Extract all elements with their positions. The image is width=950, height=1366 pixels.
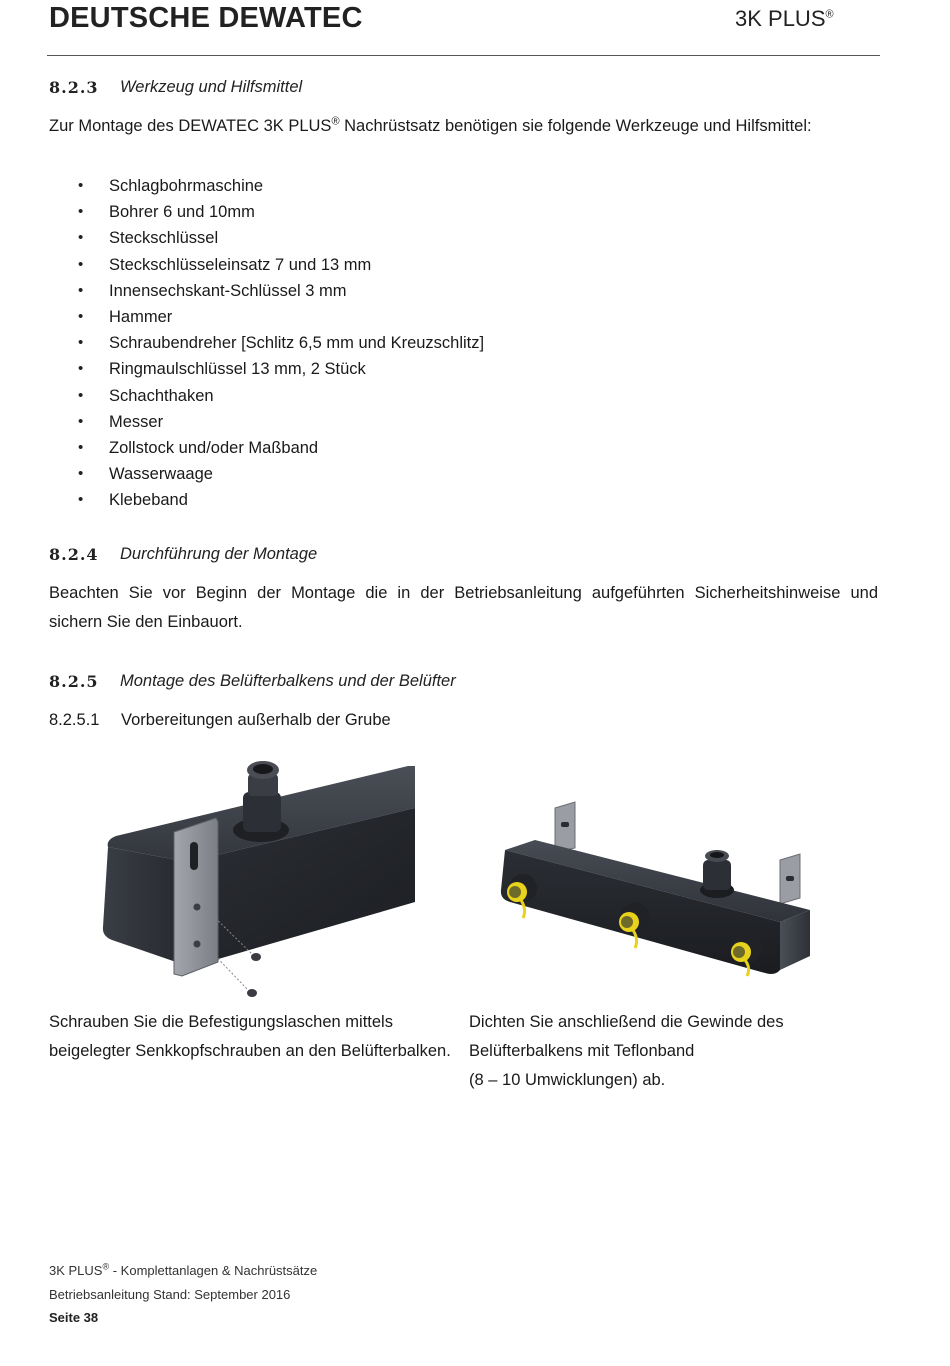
beam-teflon-figure [495, 800, 815, 985]
subsection-title-8251: Vorbereitungen außerhalb der Grube [121, 711, 391, 729]
list-item: • Steckschlüssel [78, 225, 484, 251]
registered-mark: ® [825, 8, 834, 21]
caption-left-line2: beigelegter Senkkopfschrauben an den Belüfterbalken. [49, 1042, 451, 1060]
caption-right-line1: Dichten Sie anschließend die Gewinde des [469, 1013, 784, 1031]
footer-subtitle: - Komplettanlagen & Nachrüstsätze [109, 1263, 318, 1278]
footer-line2: Betriebsanleitung Stand: September 2016 [49, 1287, 291, 1302]
intro-text-start: Zur Montage des DEWATEC 3K PLUS [49, 117, 332, 135]
section-number-823: 8.2.3 [49, 78, 99, 97]
brand-title: DEUTSCHE DEWATEC [49, 2, 363, 34]
list-item: • Bohrer 6 und 10mm [78, 199, 484, 225]
beam-bracket-figure [98, 752, 418, 1007]
list-item: • Schlagbohrmaschine [78, 173, 484, 199]
list-item: • Zollstock und/oder Maßband [78, 435, 484, 461]
list-item: • Schraubendreher [Schlitz 6,5 mm und Kreuzschlitz] [78, 330, 484, 356]
caption-left-line1: Schrauben Sie die Befestigungslaschen mittels [49, 1013, 393, 1031]
tool-list [78, 173, 484, 513]
montage-paragraph-line1: Beachten Sie vor Beginn der Montage die in der Betriebsanleitung aufgeführten Sicherheitshinweise und [49, 584, 878, 602]
intro-text-end: Nachrüstsatz benötigen sie folgende Werkzeuge und Hilfsmittel: [339, 117, 812, 135]
section-number-825: 8.2.5 [49, 672, 99, 691]
list-item: • Steckschlüsseleinsatz 7 und 13 mm [78, 252, 484, 278]
intro-registered-mark: ® [331, 115, 340, 128]
intro-paragraph [49, 117, 812, 136]
section-title-823: Werkzeug und Hilfsmittel [120, 78, 303, 96]
footer-registered-mark: ® [102, 1261, 110, 1272]
page-number: Seite 38 [49, 1310, 99, 1325]
list-item: • Klebeband [78, 487, 484, 513]
header-divider [47, 55, 880, 56]
caption-right-line2: Belüfterbalkens mit Teflonband [469, 1042, 695, 1060]
product-label: 3K PLUS [735, 6, 826, 31]
section-title-825: Montage des Belüfterbalkens und der Belüfter [120, 672, 456, 690]
list-item: • Hammer [78, 304, 484, 330]
product-name [735, 6, 834, 32]
section-number-824: 8.2.4 [49, 545, 99, 564]
footer-product: 3K PLUS [49, 1263, 103, 1278]
list-item: • Messer [78, 409, 484, 435]
list-item: • Schachthaken [78, 383, 484, 409]
subsection-number-8251: 8.2.5.1 [49, 711, 100, 729]
taped-thread-left [507, 874, 537, 918]
list-item: • Ringmaulschlüssel 13 mm, 2 Stück [78, 356, 484, 382]
taped-thread-middle [619, 903, 650, 948]
caption-right-line3: (8 – 10 Umwicklungen) ab. [469, 1071, 666, 1089]
list-item: • Innensechskant-Schlüssel 3 mm [78, 278, 484, 304]
section-title-824: Durchführung der Montage [120, 545, 318, 563]
list-item: • Wasserwaage [78, 461, 484, 487]
footer-line1 [49, 1263, 317, 1278]
montage-paragraph-line2: sichern Sie den Einbauort. [49, 613, 243, 631]
